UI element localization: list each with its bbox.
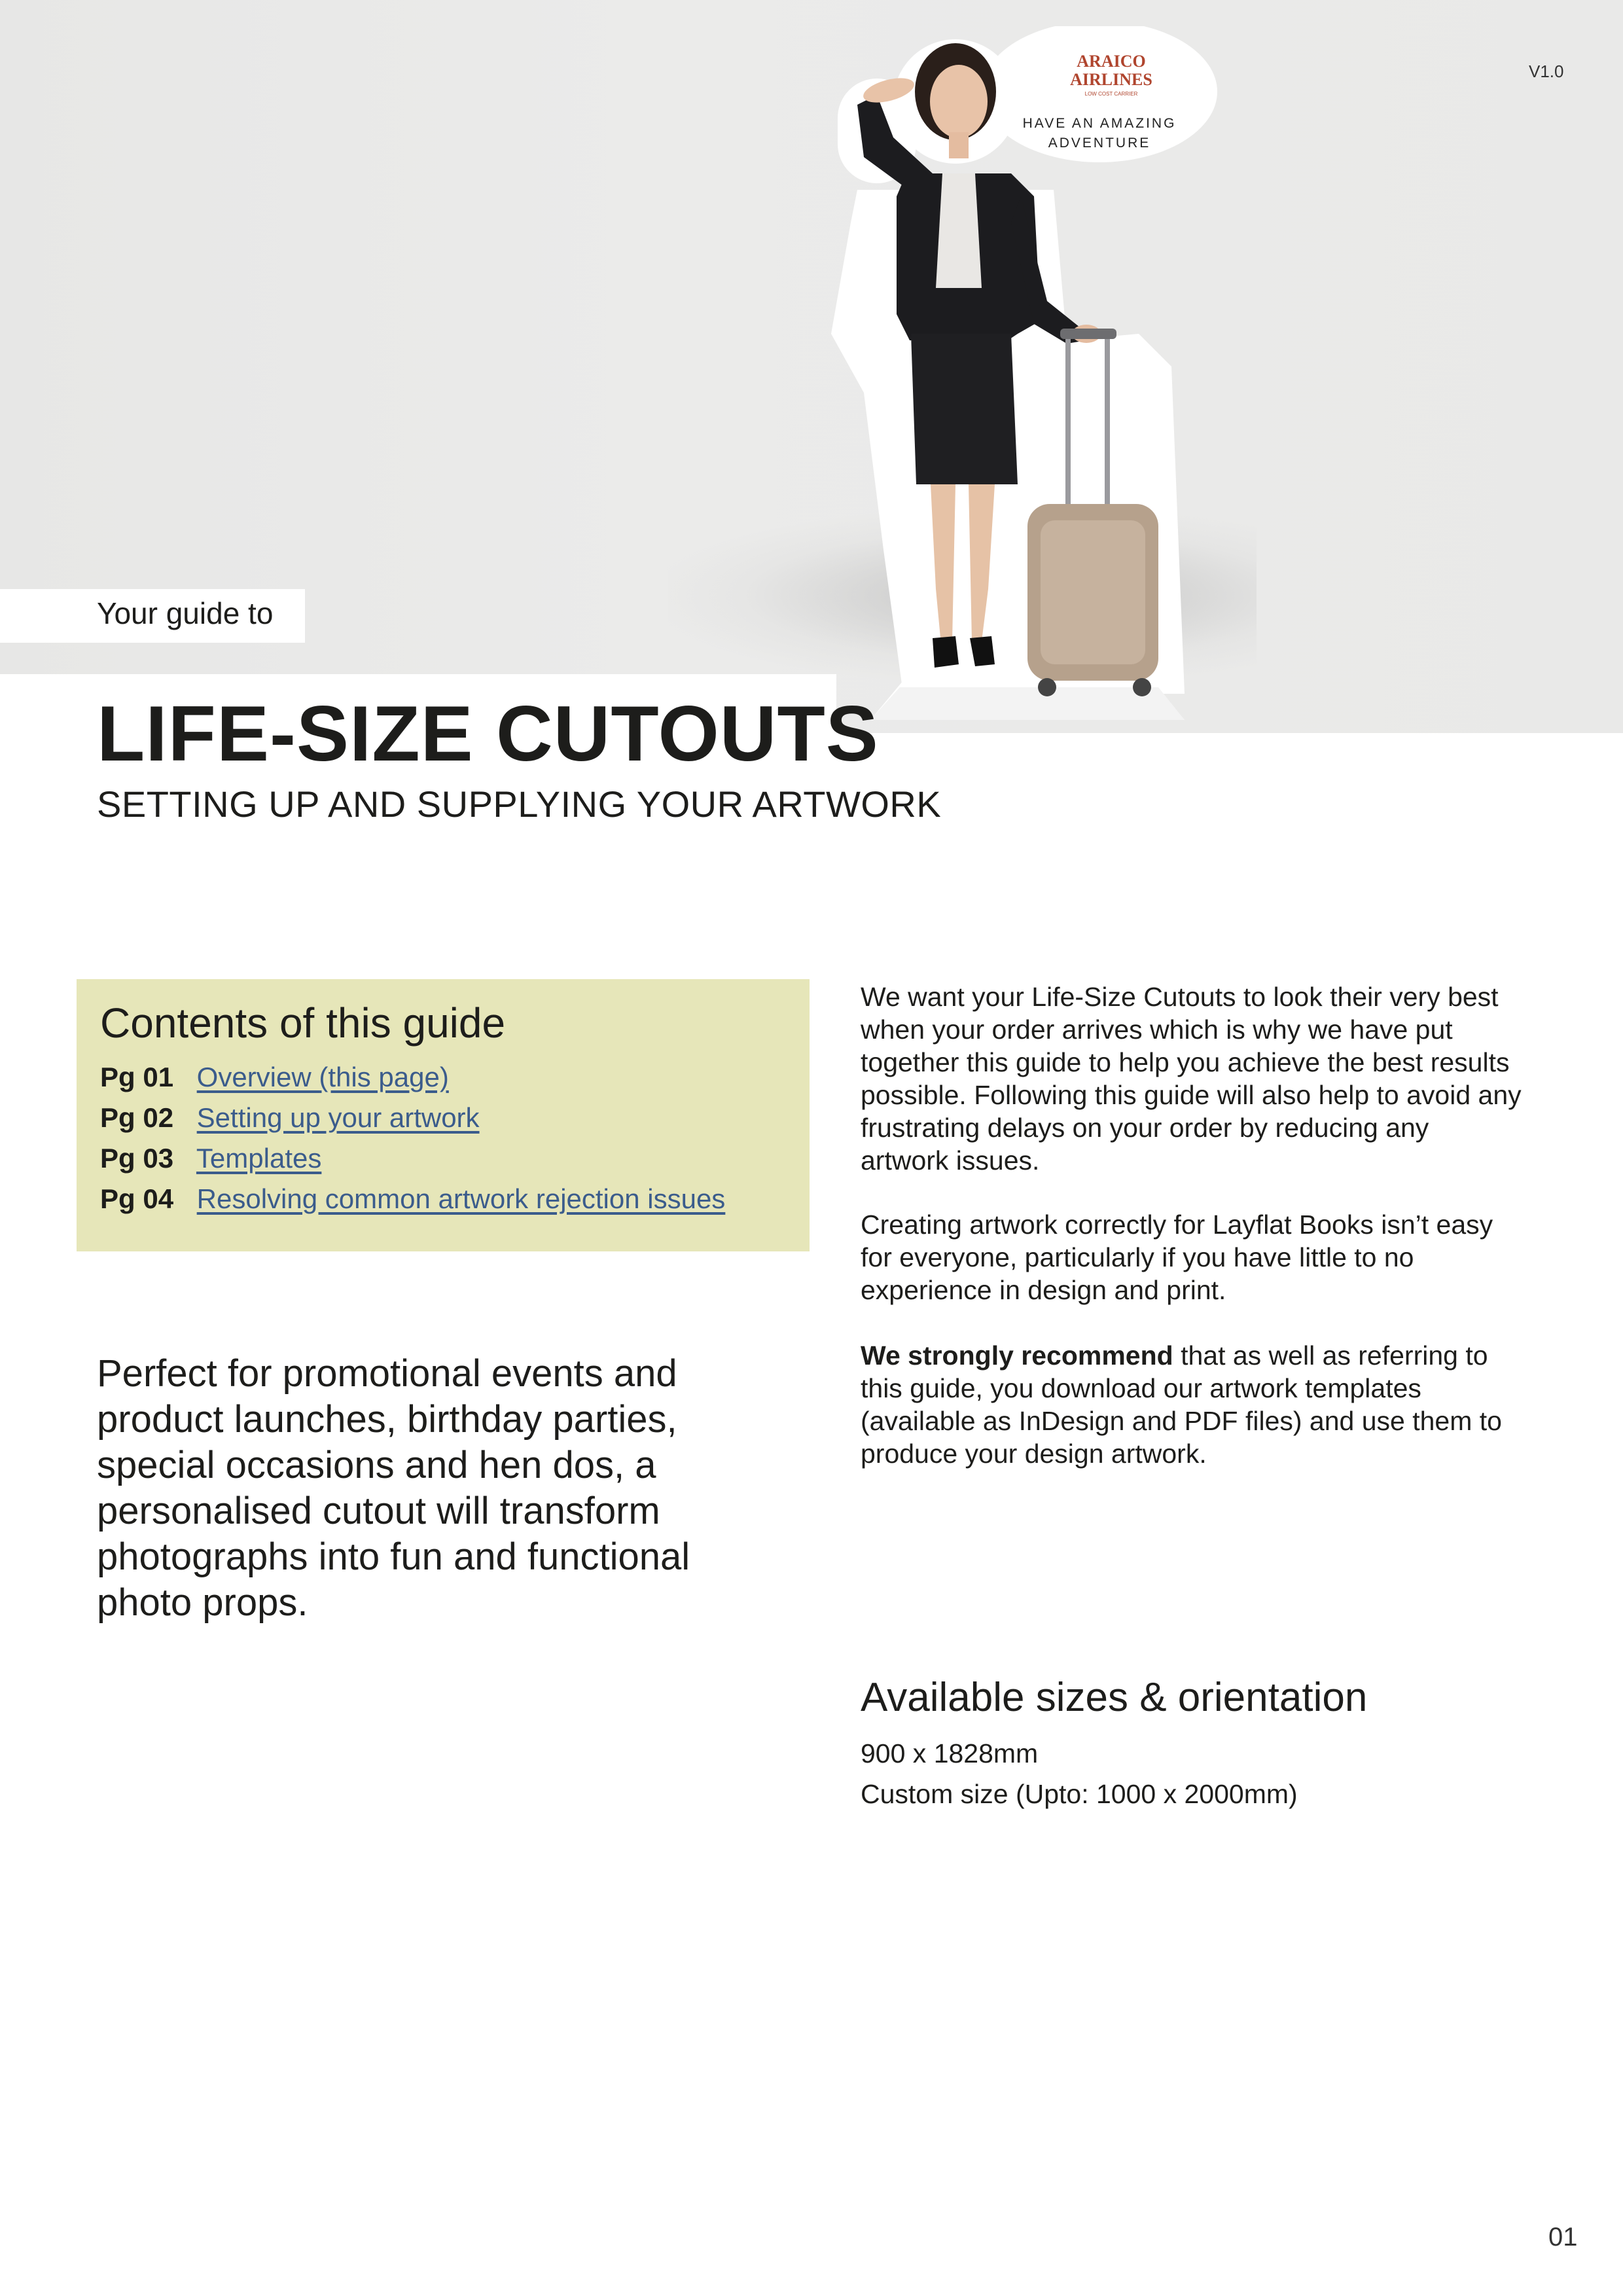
cutout-illustration [759,26,1230,733]
body-paragraph-3 [861,1339,1522,1470]
version-label: V1.0 [1529,62,1564,81]
brand-line1: ARAICO [1077,52,1146,71]
recommend-emphasis: We strongly recommend [861,1340,1173,1371]
sizes-heading: Available sizes & orientation [861,1675,1368,1720]
toc-item [100,1143,321,1174]
toc-page-number: Pg 02 [100,1102,174,1133]
toc-item [100,1183,725,1215]
brand-tagline: LOW COST CARRIER [1084,91,1138,97]
size-option: 900 x 1828mm [861,1738,1039,1768]
page-number: 01 [1548,2223,1578,2251]
left-shoe [933,636,959,668]
toc-page-number: Pg 01 [100,1062,174,1092]
toc-page-number: Pg 04 [100,1183,174,1214]
contents-heading: Contents of this guide [100,999,506,1047]
toc-link-rejection-issues[interactable]: Resolving common artwork rejection issues [196,1183,726,1214]
page-title: LIFE-SIZE CUTOUTS [97,690,879,778]
size-option: Custom size (Upto: 1000 x 2000mm) [861,1779,1298,1809]
body-paragraph-1: We want your Life-Size Cutouts to look their very best when your order arrives which is why we have put together this guide to help you achieve the best results possible. Following this guide will also help to avoid any frustrating delays on your order by reducing any artwork issues. [861,982,1522,1175]
skirt [911,334,1018,484]
suitcase-handle-left [1065,334,1071,507]
toc-item [100,1062,449,1093]
toc-page-number: Pg 03 [100,1143,174,1174]
blouse [936,173,982,288]
guide-prefix: Your guide to [97,596,274,630]
toc-link-overview[interactable]: Overview (this page) [196,1062,449,1092]
suitcase-handle-right [1105,334,1110,507]
face [930,65,988,138]
page-subtitle: SETTING UP AND SUPPLYING YOUR ARTWORK [97,783,942,825]
toc-item [100,1102,480,1134]
brand-line2: AIRLINES [1070,70,1152,89]
intro-paragraph: Perfect for promotional events and product launches, birthday parties, special occasions and hen dos, a personalised cutout will transform photographs into fun and functional photo props. [97,1352,690,1624]
recommend-text: that as well as referring to this guide, you download our artwork templates (available as InDesign and PDF files) and use them to produce your design artwork. [861,1340,1502,1469]
toc-link-templates[interactable]: Templates [196,1143,322,1174]
bubble-line2: ADVENTURE [1048,135,1151,151]
toc-link-setting-up-artwork[interactable]: Setting up your artwork [196,1102,480,1133]
body-paragraph-2: Creating artwork correctly for Layflat Books isn’t easy for everyone, particularly if you have little to no experience in design and print. [861,1210,1493,1305]
bubble-line1: HAVE AN AMAZING [1022,116,1177,131]
